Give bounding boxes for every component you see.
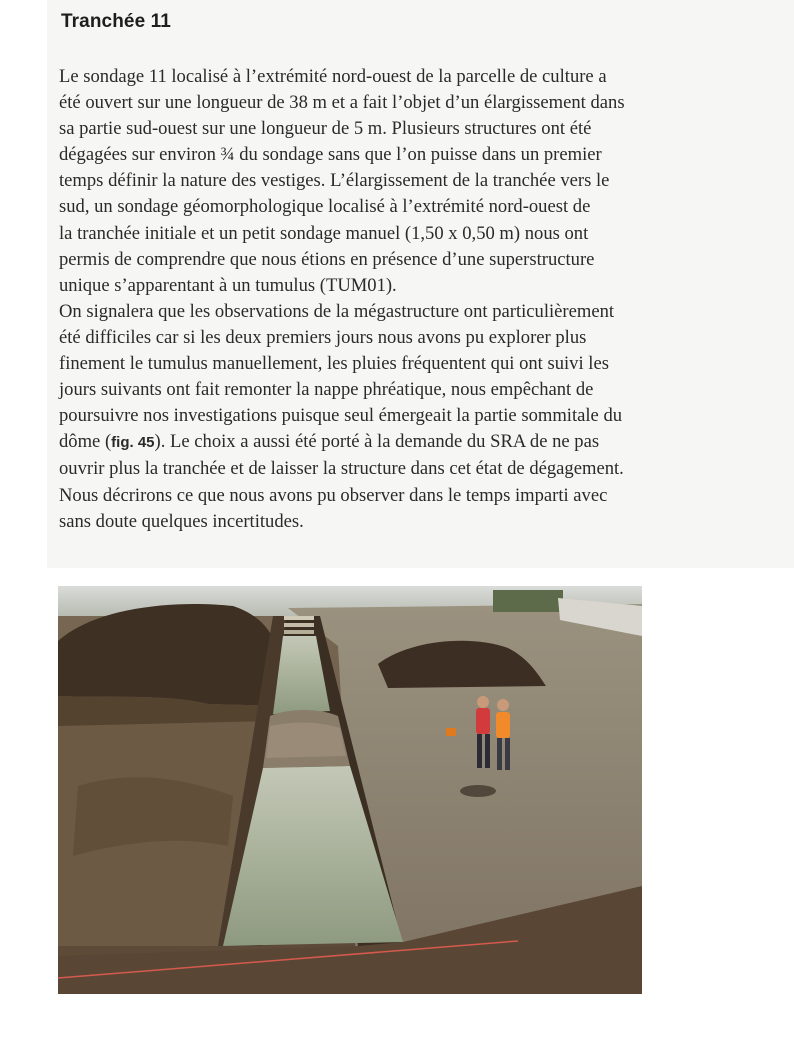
text-segment: ). Le choix a aussi été porté à la demande du SRA de ne pas [154,431,600,453]
text-line: poursuivre nos investigations puisque seul émergeait la partie sommitale du [59,405,623,427]
text-line: jours suivants ont fait remonter la nappe phréatique, nous empêchant de [59,379,594,401]
text-line: été difficiles car si les deux premiers jours nous avons pu explorer plus [59,326,587,348]
figure-reference[interactable]: fig. 45 [111,434,155,452]
trench-photo [58,586,642,994]
text-line: la tranchée initiale et un petit sondage manuel (1,50 x 0,50 m) nous ont [59,222,589,244]
text-line: sa partie sud-ouest sur une longueur de 5 m. Plusieurs structures ont été [59,118,592,140]
paragraph-2 [59,299,761,535]
text-line: sud, un sondage géomorphologique localisé à l’extrémité nord-ouest de [59,196,591,218]
text-line-with-figure-ref [59,431,599,452]
text-line: finement le tumulus manuellement, les pluies fréquentent qui ont suivi les [59,353,609,375]
text-line: sans doute quelques incertitudes. [59,510,304,532]
text-line: ouvrir plus la tranchée et de laisser la structure dans cet état de dégagement. [59,458,624,480]
text-line: unique s’apparentant à un tumulus (TUM01). [59,274,397,296]
section-heading: Tranchée 11 [61,11,171,32]
text-line: Le sondage 11 localisé à l’extrémité nord-ouest de la parcelle de culture a [59,66,607,87]
text-line: On signalera que les observations de la mégastructure ont particulièrement [59,300,615,322]
paragraph-1 [59,64,761,299]
text-line: temps définir la nature des vestiges. L’élargissement de la tranchée vers le [59,170,610,192]
text-line: permis de comprendre que nous étions en présence d’une superstructure [59,248,595,270]
text-line: Nous décrirons ce que nous avons pu observer dans le temps imparti avec [59,484,608,506]
text-line: été ouvert sur une longueur de 38 m et a fait l’objet d’un élargissement dans [59,92,625,114]
text-line: dégagées sur environ ¾ du sondage sans que l’on puisse dans un premier [59,144,602,166]
body-text [59,64,761,535]
trench-photo-illustration [58,586,642,994]
text-segment: dôme ( [59,431,112,453]
